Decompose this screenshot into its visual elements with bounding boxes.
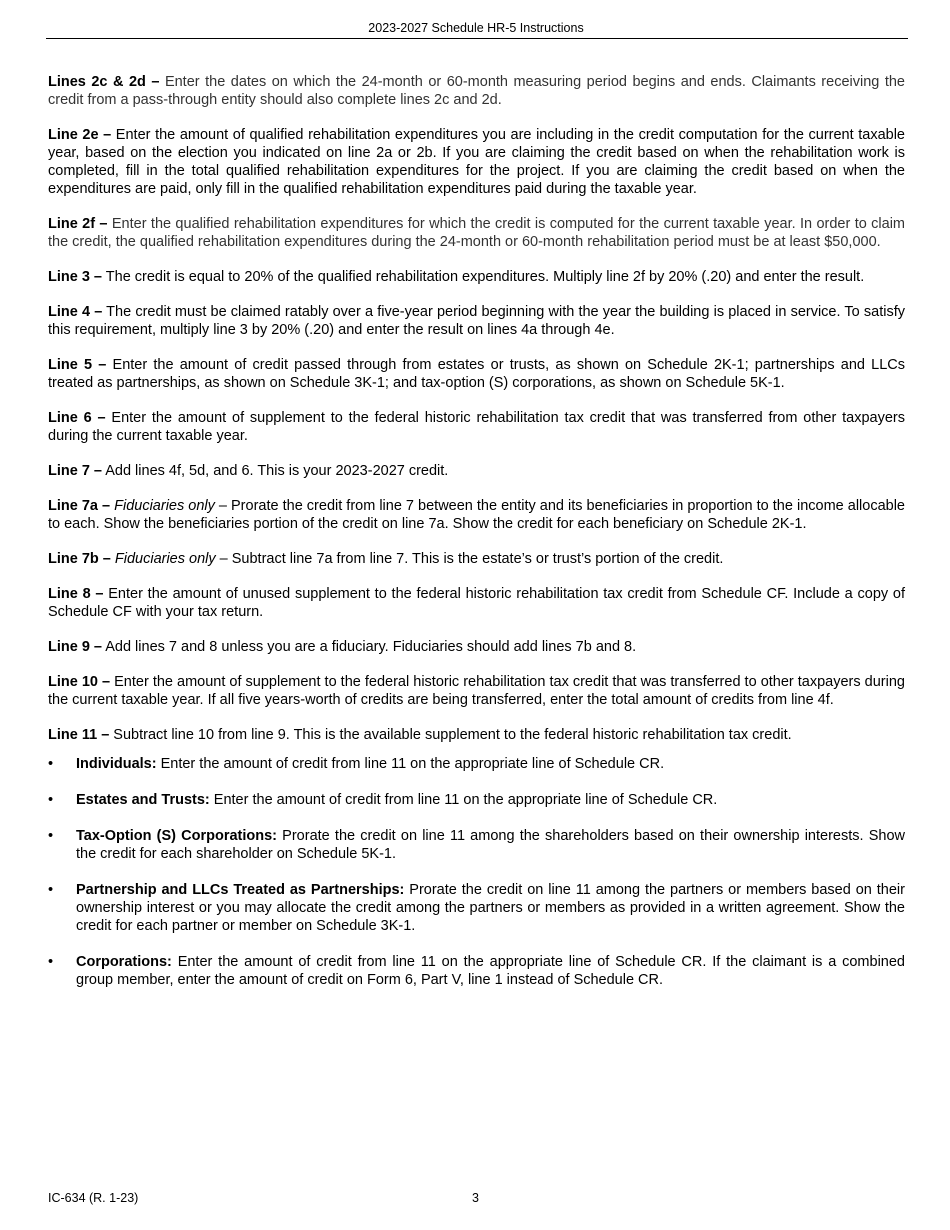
bullet-label: Corporations: [76,954,172,970]
bullet-text: Enter the amount of credit from line 11 on the appropriate line of Schedule CR. If the claimant is a combined group member, enter the amount of credit on Form 6, Part V, line 1 instead of Schedule CR. [76,954,905,988]
instruction-line-2f [48,215,905,251]
bullet-label: Estates and Trusts: [76,792,210,808]
bullet-point-icon: • [48,828,54,844]
bullet-label: Partnership and LLCs Treated as Partnerships: [76,882,405,898]
line-label: Line 11 – [48,727,110,743]
bullet-text: Enter the amount of credit from line 11 on the appropriate line of Schedule CR. [156,756,665,772]
bullet-estates-and-trusts [48,791,905,809]
line-qualifier: Fiduciaries only [114,551,216,567]
line-text: Enter the amount of supplement to the federal historic rehabilitation tax credit that was transferred to other taxpayers during the current taxable year. If all five years-worth of credits are being transferred, enter the total amount of credits from line 4f. [48,674,905,708]
instructions-body [48,73,905,1007]
footer-form-id: IC-634 (R. 1-23) [48,1191,139,1205]
footer-page-number: 3 [472,1191,479,1205]
line-text: – Subtract line 7a from line 7. This is the estate’s or trust’s portion of the credit. [215,551,724,567]
instruction-line-10 [48,673,905,709]
line-text: – Prorate the credit from line 7 between the entity and its beneficiaries in proportion to the income allocable to each. Show the beneficiaries portion of the credit on line 7a. Show the credit for each beneficiary on Schedule 2K-1. [48,498,905,532]
bullet-point-icon: • [48,792,54,808]
line-text: The credit is equal to 20% of the qualified rehabilitation expenditures. Multiply line 2f by 20% (.20) and enter the result. [102,269,865,285]
line-label: Line 9 – [48,639,102,655]
bullet-text: Prorate the credit on line 11 among the partners or members based on their ownership interest or you may allocate the credit among the partners or members as provided in a written agreement. Show the credit for each partner or member on Schedule 3K-1. [76,882,905,934]
line-label: Line 7 – [48,463,102,479]
line-label: Line 7b – [48,551,111,567]
line-label: Line 2f – [48,216,108,232]
instruction-line-7 [48,462,905,480]
instruction-line-9 [48,638,905,656]
line-label: Lines 2c & 2d – [48,74,160,90]
line-label: Line 4 – [48,304,103,320]
instruction-line-6 [48,409,905,445]
bullet-tax-option-corporations [48,827,905,863]
bullet-text: Prorate the credit on line 11 among the shareholders based on their ownership interests. Show the credit for each shareholder on Schedule 5K-1. [76,828,905,862]
bullet-corporations [48,953,905,989]
line-label: Line 10 – [48,674,111,690]
bullet-label: Individuals: [76,756,157,772]
line-text: Enter the dates on which the 24-month or 60-month measuring period begins and ends. Claimants receiving the credit from a pass-through entity should also complete lines 2c and 2d. [48,74,905,108]
line-text: Enter the amount of unused supplement to the federal historic rehabilitation tax credit from Schedule CF. Include a copy of Schedule CF with your tax return. [48,586,905,620]
instruction-line-2e [48,126,905,198]
claimant-type-list [48,755,905,989]
line-label: Line 8 – [48,586,104,602]
bullet-point-icon: • [48,756,54,772]
bullet-text: Enter the amount of credit from line 11 on the appropriate line of Schedule CR. [209,792,718,808]
line-label: Line 5 – [48,357,107,373]
line-text: Subtract line 10 from line 9. This is the available supplement to the federal historic rehabilitation tax credit. [109,727,792,743]
page-header-title: 2023-2027 Schedule HR-5 Instructions [368,21,584,35]
line-label: Line 6 – [48,410,106,426]
bullet-point-icon: • [48,954,54,970]
instruction-line-3 [48,268,905,286]
bullet-individuals [48,755,905,773]
instruction-line-5 [48,356,905,392]
instruction-line-7a [48,497,905,533]
line-text: Add lines 4f, 5d, and 6. This is your 2023-2027 credit. [102,463,449,479]
line-label: Line 2e – [48,127,112,143]
bullet-partnerships-and-llcs [48,881,905,935]
line-text: Add lines 7 and 8 unless you are a fiduciary. Fiduciaries should add lines 7b and 8. [102,639,637,655]
line-text: The credit must be claimed ratably over a five-year period beginning with the year the building is placed in service. To satisfy this requirement, multiply line 3 by 20% (.20) and enter the result on lines 4a through 4e. [48,304,905,338]
instruction-line-4 [48,303,905,339]
instruction-lines-2c-2d [48,73,905,109]
bullet-label: Tax-Option (S) Corporations: [76,828,277,844]
line-text: Enter the amount of credit passed through from estates or trusts, as shown on Schedule 2K-1; partnerships and LLCs treated as partnerships, as shown on Schedule 3K-1; and tax-option (S) corporations, as shown on Schedule 5K-1. [48,357,906,391]
line-label: Line 3 – [48,269,102,285]
instruction-line-7b [48,550,905,568]
line-label: Line 7a – [48,498,111,514]
line-text: Enter the amount of supplement to the federal historic rehabilitation tax credit that was transferred from other taxpayers during the current taxable year. [48,410,905,444]
line-text: Enter the amount of qualified rehabilitation expenditures you are including in the credit computation for the current taxable year, based on the election you indicated on line 2a or 2b. If you are claiming the credit based on when the rehabilitation work is completed, fill in the total qualified rehabilitation expenditures for the project. If you are claiming the credit based on when the expenditures are paid, only fill in the qualified rehabilitation expenditures paid during the taxable year. [48,127,905,197]
instruction-line-8 [48,585,905,621]
line-qualifier: Fiduciaries only [114,498,215,514]
line-text: Enter the qualified rehabilitation expenditures for which the credit is computed for the current taxable year. In order to claim the credit, the qualified rehabilitation expenditures during the 24-month or 60-month rehabilitation period must be at least $50,000. [48,216,905,250]
bullet-point-icon: • [48,882,54,898]
instruction-line-11 [48,726,905,744]
header-divider [46,38,908,39]
